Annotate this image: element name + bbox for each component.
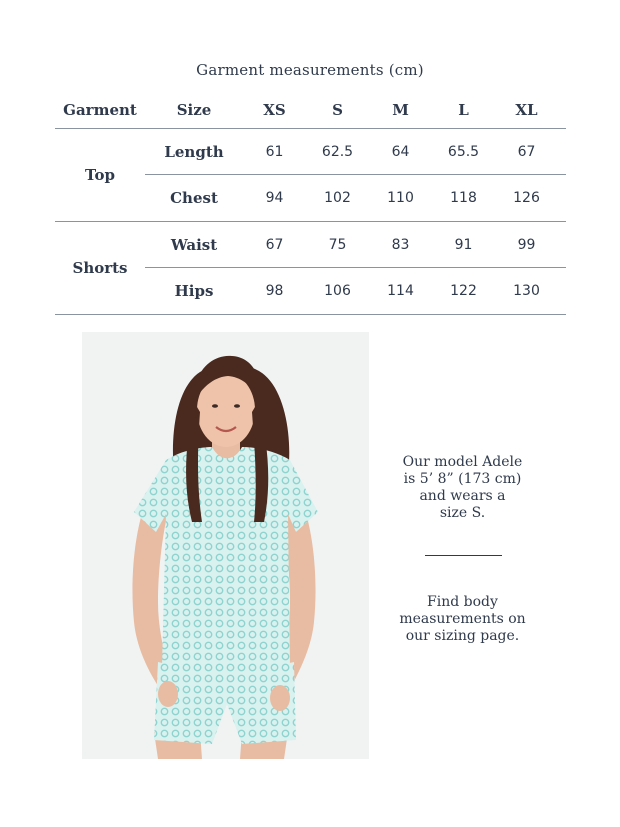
group-shorts xyxy=(55,222,566,315)
table-cell: 110 xyxy=(387,190,414,206)
group-top xyxy=(55,129,566,222)
table-cell: 114 xyxy=(387,283,414,299)
measure-waist: Waist xyxy=(170,235,218,254)
table-cell: 83 xyxy=(391,236,410,253)
table-cell: 67 xyxy=(265,236,284,253)
table-cell: 94 xyxy=(265,190,284,206)
header-xl: XL xyxy=(515,101,538,119)
header-xs: XS xyxy=(263,101,286,119)
model-info-line: and wears a xyxy=(419,488,506,504)
table-row xyxy=(145,129,566,175)
table-cell: 102 xyxy=(324,190,351,206)
table-row xyxy=(145,175,566,221)
table-cell: 122 xyxy=(450,283,477,299)
divider xyxy=(425,555,502,556)
sizing-note-line: Find body xyxy=(427,594,498,610)
measure-hips: Hips xyxy=(174,282,214,300)
measure-length: Length xyxy=(164,142,224,161)
sizing-page-note xyxy=(385,594,540,645)
header-size: Size xyxy=(176,101,212,119)
table-cell: 61 xyxy=(265,143,284,160)
model-photo xyxy=(82,332,369,759)
table-cell: 65.5 xyxy=(447,143,480,160)
model-info xyxy=(385,454,540,522)
table-cell: 118 xyxy=(450,190,477,206)
sizing-note-line: our sizing page. xyxy=(405,628,520,644)
table-cell: 126 xyxy=(513,190,540,206)
model-info-line: Our model Adele xyxy=(402,454,523,470)
table-cell: 106 xyxy=(324,283,351,299)
table-cell: 130 xyxy=(513,283,540,299)
garment-shorts: Shorts xyxy=(72,259,128,277)
header-m: M xyxy=(392,101,409,119)
table-row xyxy=(145,268,566,314)
table-cell: 75 xyxy=(328,236,347,253)
table-cell: 64 xyxy=(391,143,410,160)
header-garment: Garment xyxy=(63,101,137,119)
table-cell: 67 xyxy=(517,143,536,160)
table-cell: 99 xyxy=(517,236,536,253)
measure-chest: Chest xyxy=(170,189,218,207)
table-cell: 91 xyxy=(454,236,473,253)
measurements-table xyxy=(55,92,566,315)
table-cell: 62.5 xyxy=(321,143,354,160)
header-l: L xyxy=(458,101,469,119)
model-info-line: is 5’ 8” (173 cm) xyxy=(403,471,522,487)
table-cell: 98 xyxy=(265,283,284,299)
table-header-row xyxy=(55,92,566,129)
model-info-line: size S. xyxy=(439,505,486,521)
table-row xyxy=(145,222,566,268)
sizing-note-line: measurements on xyxy=(399,611,526,627)
garment-top: Top xyxy=(85,166,115,184)
table-title: Garment measurements (cm) xyxy=(196,61,424,79)
header-s: S xyxy=(332,101,343,119)
model-illustration xyxy=(82,332,369,759)
